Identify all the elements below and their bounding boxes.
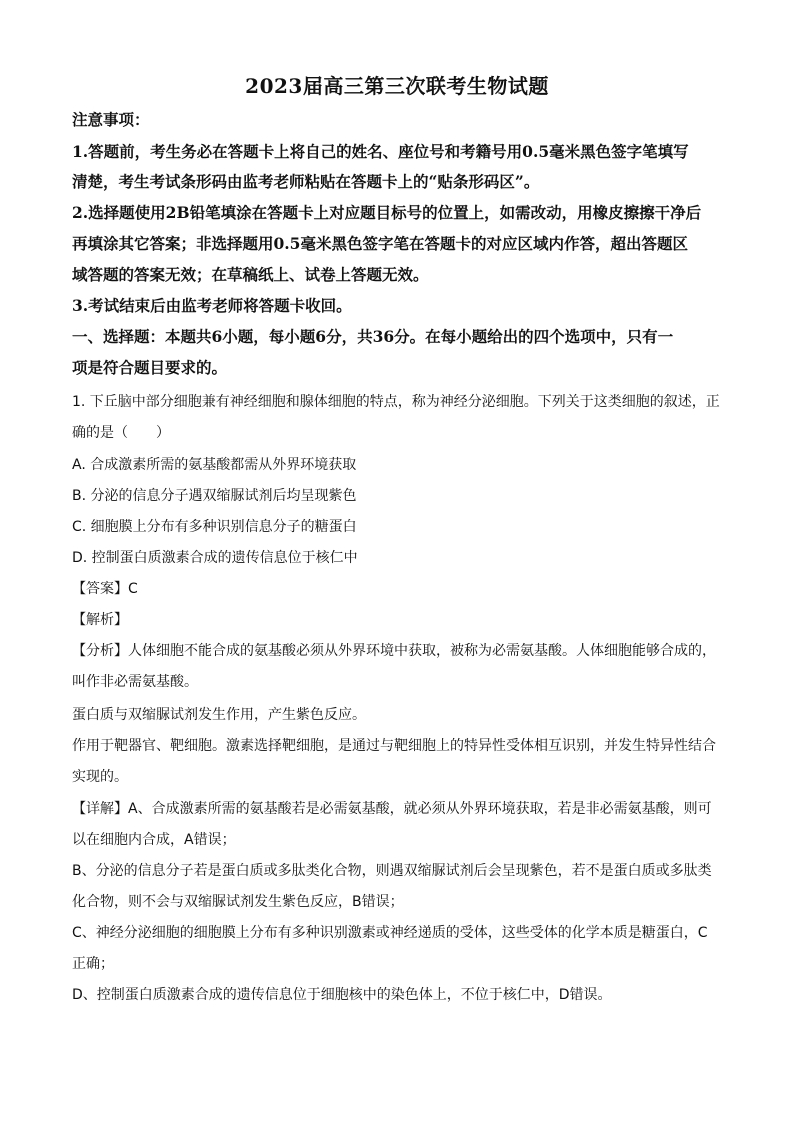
analysis-line-3: 蛋白质与双缩脲试剂发生作用，产生紫色反应。	[72, 707, 366, 723]
detail-line-5: C、神经分泌细胞的细胞膜上分布有多种识别激素或神经递质的受体，这些受体的化学本质是糖蛋白，C	[72, 925, 708, 941]
analysis-line-4: 作用于靶器官、靶细胞。激素选择靶细胞，是通过与靶细胞上的特异性受体相互识别，并发生特异性结合	[72, 738, 716, 754]
section-heading-line-2: 项是符合题目要求的。	[72, 358, 228, 377]
notice-line-4: 再填涂其它答案；非选择题用0.5毫米黑色签字笔在答题卡的对应区域内作答，超出答题区	[72, 234, 688, 253]
notice-line-5: 域答题的答案无效；在草稿纸上、试卷上答题无效。	[72, 265, 429, 284]
analysis-line-2: 叫作非必需氨基酸。	[72, 674, 198, 690]
notice-line-3: 2.选择题使用2B铅笔填涂在答题卡上对应题目标号的位置上，如需改动，用橡皮擦擦干净后	[72, 203, 702, 222]
option-c: C. 细胞膜上分布有多种识别信息分子的糖蛋白	[72, 519, 357, 535]
detail-line-3: B、分泌的信息分子若是蛋白质或多肽类化合物，则遇双缩脲试剂后会呈现紫色，若不是蛋白质或多肽类	[72, 863, 712, 879]
notice-line-6: 3.考试结束后由监考老师将答题卡收回。	[72, 296, 352, 315]
detail-line-7: D、控制蛋白质激素合成的遗传信息位于细胞核中的染色体上，不位于核仁中，D错误。	[72, 987, 612, 1003]
detail-line-6: 正确；	[72, 956, 114, 972]
option-d: D. 控制蛋白质激素合成的遗传信息位于核仁中	[72, 550, 358, 566]
notice-line-1: 1.答题前，考生务必在答题卡上将自己的姓名、座位号和考籍号用0.5毫米黑色签字笔填写	[72, 142, 689, 161]
answer: 【答案】C	[72, 581, 138, 597]
analysis-line-5: 实现的。	[72, 769, 128, 785]
option-a: A. 合成激素所需的氨基酸都需从外界环境获取	[72, 457, 357, 473]
page-title: 2023届高三第三次联考生物试题	[245, 74, 549, 98]
question-stem-line-2: 确的是（ ）	[72, 425, 170, 441]
section-heading-line-1: 一、选择题：本题共6小题，每小题6分，共36分。在每小题给出的四个选项中，只有一	[72, 327, 674, 346]
notice-line-2: 清楚，考生考试条形码由监考老师粘贴在答题卡上的“贴条形码区”。	[72, 172, 540, 191]
detail-line-2: 以在细胞内合成，A错误；	[72, 832, 236, 848]
analysis-line-1: 【分析】人体细胞不能合成的氨基酸必须从外界环境中获取，被称为必需氨基酸。人体细胞能够合成的，	[72, 643, 716, 659]
question-stem-line-1: 1. 下丘脑中部分细胞兼有神经细胞和腺体细胞的特点，称为神经分泌细胞。下列关于这类细胞的叙述，正	[72, 394, 720, 410]
detail-line-1: 【详解】A、合成激素所需的氨基酸若是必需氨基酸，就必须从外界环境获取，若是非必需氨基酸，则可	[72, 801, 712, 817]
notice-heading: 注意事项：	[72, 110, 150, 129]
option-b: B. 分泌的信息分子遇双缩脲试剂后均呈现紫色	[72, 488, 357, 504]
detail-line-4: 化合物，则不会与双缩脲试剂发生紫色反应，B错误；	[72, 894, 404, 910]
analysis-label: 【解析】	[72, 612, 128, 628]
